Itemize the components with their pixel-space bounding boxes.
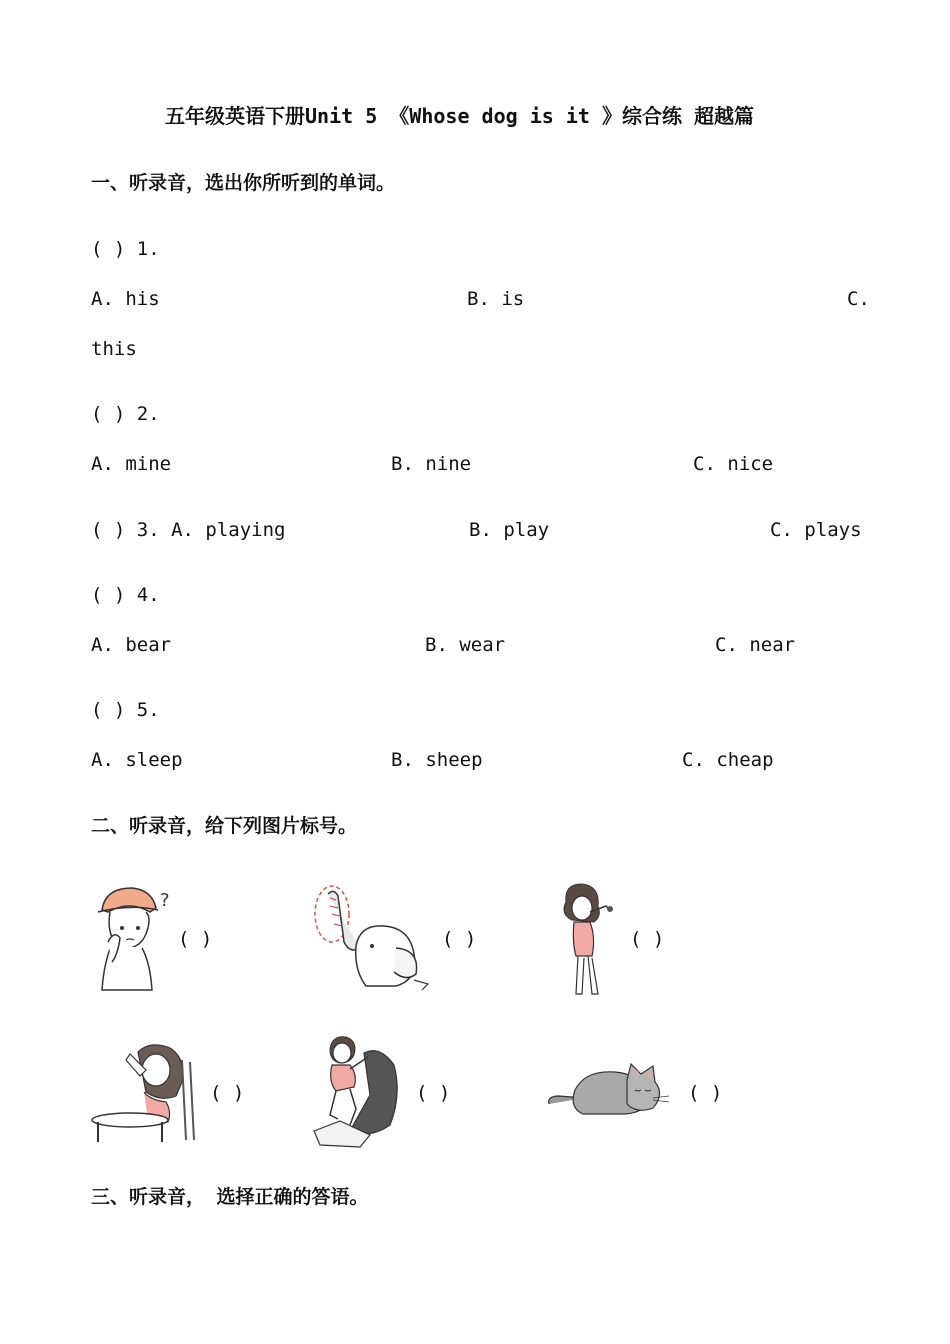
q3-option-b: B. play — [469, 519, 550, 541]
q3-label: ( ) 3. A. playing — [91, 519, 286, 541]
q2-option-b: B. nine — [391, 453, 472, 475]
q2-option-c: C. nice — [693, 453, 774, 475]
svg-text:?: ? — [160, 890, 170, 911]
section3-heading: 三、听录音， 选择正确的答语。 — [91, 1186, 369, 1208]
section1-heading: 一、听录音，选出你所听到的单词。 — [91, 172, 396, 194]
section2-heading: 二、听录音，给下列图片标号。 — [91, 815, 358, 837]
q1-label: ( ) 1. — [91, 238, 160, 260]
girl-singing-picture — [550, 882, 618, 1000]
q1-option-c-text: this — [91, 338, 137, 360]
page-title: 五年级英语下册Unit 5 《Whose dog is it 》综合练 超越篇 — [165, 104, 754, 128]
sleeping-cat-picture — [545, 1060, 675, 1122]
picture3-answer-blank[interactable]: ( ) — [630, 928, 665, 950]
thinking-boy-picture — [90, 882, 175, 994]
q1-option-b: B. is — [467, 288, 525, 310]
q5-option-b: B. sheep — [391, 749, 483, 771]
picture6-answer-blank[interactable]: ( ) — [688, 1082, 723, 1104]
q2-option-a: A. mine — [91, 453, 172, 475]
picture2-answer-blank[interactable]: ( ) — [442, 928, 477, 950]
girl-reading-picture — [90, 1040, 200, 1145]
q4-label: ( ) 4. — [91, 584, 160, 606]
q2-label: ( ) 2. — [91, 403, 160, 425]
q5-option-c: C. cheap — [682, 749, 774, 771]
q5-option-a: A. sleep — [91, 749, 183, 771]
picture4-answer-blank[interactable]: ( ) — [210, 1082, 245, 1104]
q4-option-a: A. bear — [91, 634, 172, 656]
q5-label: ( ) 5. — [91, 699, 160, 721]
q1-option-c: C. — [847, 288, 870, 310]
q4-option-b: B. wear — [425, 634, 506, 656]
q4-option-c: C. near — [715, 634, 796, 656]
elephant-trunk-picture — [310, 884, 435, 994]
picture1-answer-blank[interactable]: ( ) — [178, 928, 213, 950]
picture5-answer-blank[interactable]: ( ) — [416, 1082, 451, 1104]
q1-option-a: A. his — [91, 288, 160, 310]
girl-climbing-picture — [310, 1035, 405, 1150]
q3-option-c: C. plays — [770, 519, 862, 541]
